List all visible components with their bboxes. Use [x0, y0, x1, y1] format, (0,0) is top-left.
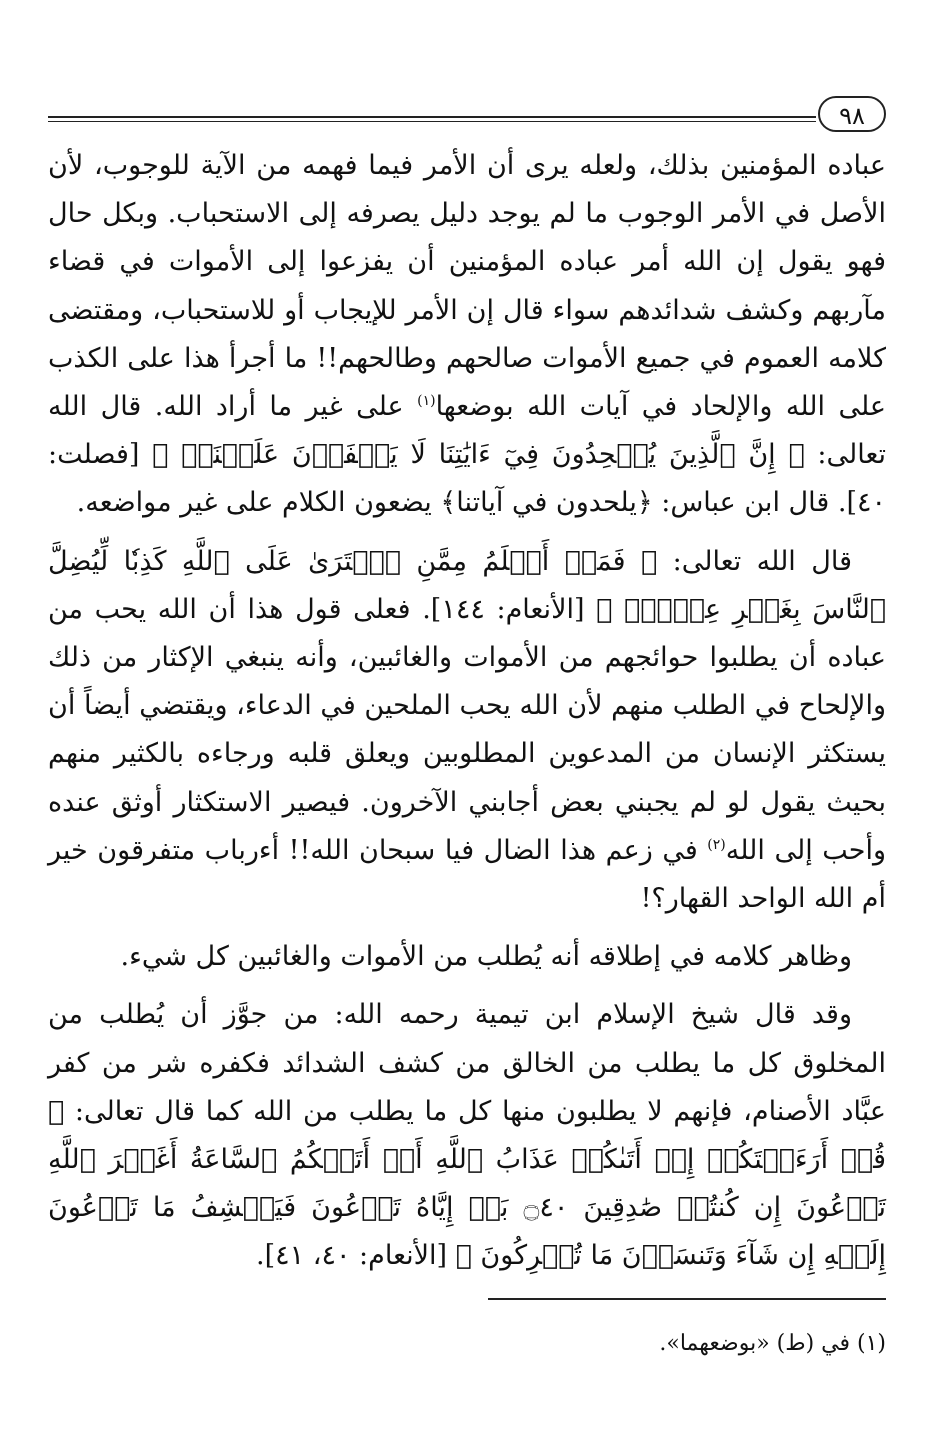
text-run: عباده المؤمنين بذلك، ولعله يرى أن الأمر فيما فهمه من الآية للوجوب، لأن الأصل في الأمر الوجوب ما لم يوجد دليل يصرفه إلى الاستحباب. وبكل حال فهو يقول إن الله أمر عباده المؤمنين أن يفزعوا إلى الأموات في قضاء مآربهم وكشف شدائدهم سواء قال إن الأمر للإيجاب أو للاستحباب، ومقتضى كلامه العموم في جميع الأموات صالحهم وطالحهم!! ما أجرأ هذا على الكذب على الله والإلحاد في آيات الله بوضعها: [48, 150, 886, 423]
paragraph: [48, 538, 886, 924]
paragraph: [48, 142, 886, 528]
footnote-marker[interactable]: (٢): [707, 836, 726, 853]
text-run: على غير ما أراد الله. قال الله تعالى: ﴿ إِنَّ ٱلَّذِينَ يُلۡحِدُونَ فِيٓ ءَايَٰتِنَا لَا يَخۡفَوۡنَ عَلَيۡنَآۗ ﴾ [فصلت: ٤٠]. قال ابن عباس: ﴿يلحدون في آياتنا﴾ يضعون الكلام على غير مواضعه.: [48, 391, 886, 519]
body-text: [48, 142, 886, 1281]
footnote-item: (١) في (ط) «بوضعهما».: [659, 1331, 886, 1356]
footnote-separator: [488, 1298, 886, 1300]
page-number: ٩٨: [818, 96, 886, 132]
text-run: وقد قال شيخ الإسلام ابن تيمية رحمه الله: من جوَّز أن يُطلب من المخلوق كل ما يطلب من الخالق من كشف الشدائد فكفره شر من كفر عبَّاد الأصنام، فإنهم لا يطلبون منها كل ما يطلب من الله كما قال تعالى: ﴿ قُلۡ أَرَءَيۡتَكُمۡ إِنۡ أَتَىٰكُمۡ عَذَابُ ٱللَّهِ أَوۡ أَتَتۡكُمُ ٱلسَّاعَةُ أَغَيۡرَ ٱللَّهِ تَدۡعُونَ إِن كُنتُمۡ صَٰدِقِينَ ۝٤٠ بَلۡ إِيَّاهُ تَدۡعُونَ فَيَكۡشِفُ مَا تَدۡعُونَ إِلَيۡهِ إِن شَآءَ وَتَنسَوۡنَ مَا تُشۡرِكُونَ ﴾ [الأنعام: ٤٠، ٤١].: [48, 999, 886, 1272]
header-rule-thin: [48, 121, 816, 122]
text-run: في زعم هذا الضال فيا سبحان الله!! أءرباب متفرقون خير أم الله الواحد القهار؟!: [48, 834, 886, 915]
paragraph: [48, 991, 886, 1280]
text-run: وظاهر كلامه في إطلاقه أنه يُطلب من الأموات والغائبين كل شيء.: [120, 941, 852, 973]
footnote-marker[interactable]: (١): [417, 393, 436, 410]
paragraph: [48, 933, 886, 981]
footnotes: [48, 1328, 886, 1360]
text-run: قال الله تعالى: ﴿ فَمَنۡ أَظۡلَمُ مِمَّنِ ٱفۡتَرَىٰ عَلَى ٱللَّهِ كَذِبٗا لِّيُضِلَّ ٱلنَّاسَ بِغَيۡرِ عِلۡمٍۚ ﴾ [الأنعام: ١٤٤]. فعلى قول هذا أن الله يحب من عباده أن يطلبوا حوائجهم من الأموات والغائبين، وأنه ينبغي الإكثار من ذلك والإلحاح في الطلب منهم لأن الله يحب الملحين في الدعاء، ويقتضي أيضاً أن يستكثر الإنسان من المدعوين المطلوبين ويعلق قلبه ورجاءه بالكثير منهم بحيث يقول لو لم يجبني بعض أجابني الآخرون. فيصير الاستكثار أوثق عنده وأحب إلى الله: [48, 545, 887, 866]
header-rule: [48, 116, 816, 118]
